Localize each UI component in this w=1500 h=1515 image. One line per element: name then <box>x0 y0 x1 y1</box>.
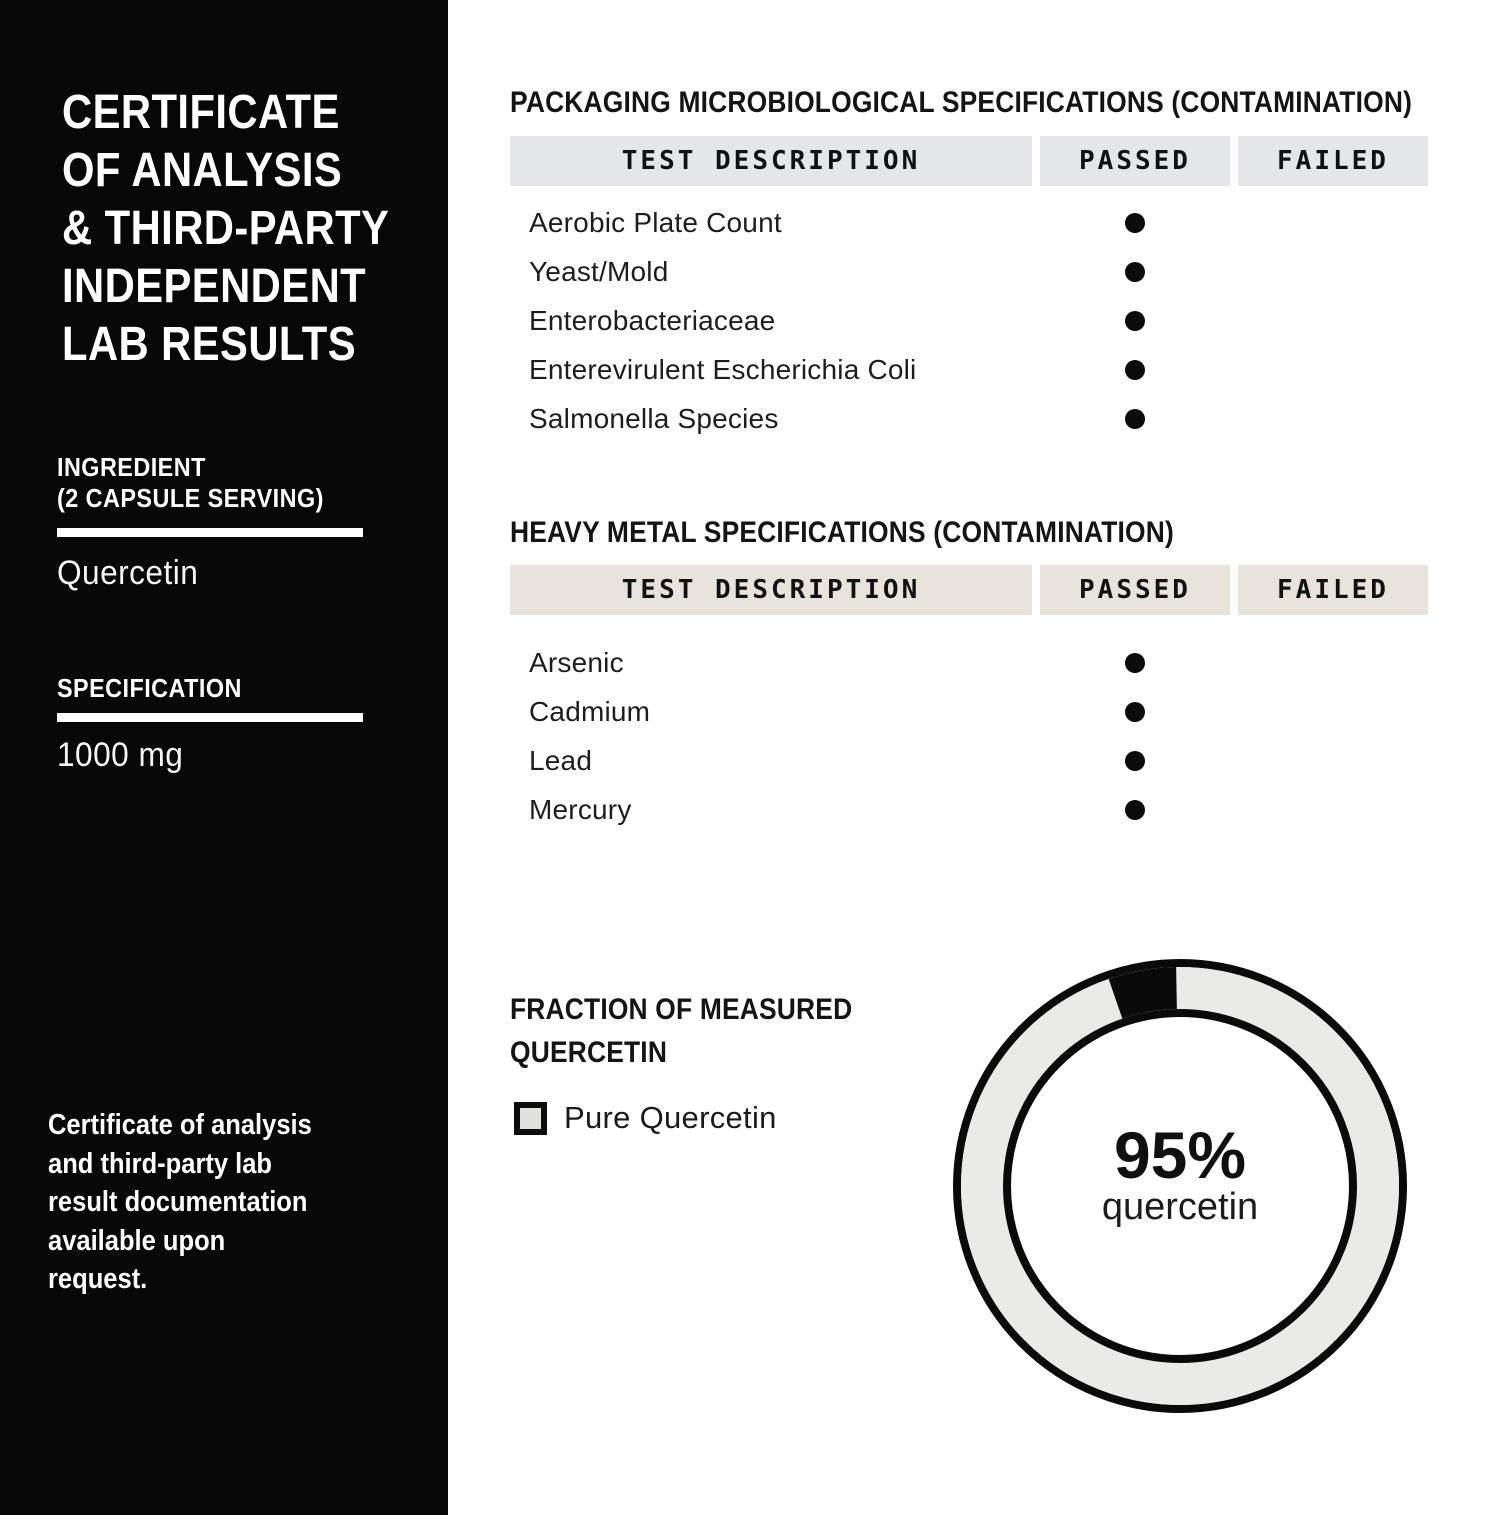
fraction-section-heading <box>510 988 852 1074</box>
legend-swatch <box>514 1102 547 1135</box>
heavy-metal-col-test-description: TEST DESCRIPTION <box>510 565 1032 615</box>
passed-dot <box>1125 800 1145 820</box>
sidebar-title-line: INDEPENDENT <box>62 260 367 313</box>
test-description: Mercury <box>529 793 632 825</box>
micro-section-heading: PACKAGING MICROBIOLOGICAL SPECIFICATIONS (CONTAMINATION) <box>510 86 1413 119</box>
table-row <box>510 736 1428 785</box>
passed-cell <box>1040 311 1230 331</box>
sidebar-title-line: OF ANALYSIS <box>62 144 343 197</box>
micro-col-passed: PASSED <box>1040 136 1230 186</box>
fraction-heading-line: FRACTION OF MEASURED <box>510 993 853 1026</box>
passed-dot <box>1125 213 1145 233</box>
passed-cell <box>1040 751 1230 771</box>
passed-cell <box>1040 800 1230 820</box>
test-description: Cadmium <box>529 695 651 727</box>
passed-cell <box>1040 262 1230 282</box>
failed-cell <box>1238 262 1428 282</box>
failed-cell <box>1238 702 1428 722</box>
table-row <box>510 247 1428 296</box>
passed-dot <box>1125 653 1145 673</box>
heavy-metal-section-heading: HEAVY METAL SPECIFICATIONS (CONTAMINATION) <box>510 516 1174 549</box>
table-row <box>510 638 1428 687</box>
failed-cell <box>1238 311 1428 331</box>
passed-cell <box>1040 360 1230 380</box>
micro-table-rows <box>510 198 1428 443</box>
passed-dot <box>1125 702 1145 722</box>
failed-cell <box>1238 213 1428 233</box>
test-description: Aerobic Plate Count <box>529 206 782 238</box>
sidebar-title-line: CERTIFICATE <box>62 86 340 139</box>
failed-cell <box>1238 751 1428 771</box>
failed-cell <box>1238 409 1428 429</box>
ingredient-label <box>57 452 324 514</box>
table-row <box>510 296 1428 345</box>
table-row <box>510 687 1428 736</box>
passed-dot <box>1125 262 1145 282</box>
passed-cell <box>1040 213 1230 233</box>
micro-col-test-description: TEST DESCRIPTION <box>510 136 1032 186</box>
donut-center-sublabel: quercetin <box>1101 1186 1259 1228</box>
donut-center-value: 95% <box>1113 1118 1247 1192</box>
sidebar-title <box>62 84 389 374</box>
availability-note-line: and third-party lab <box>48 1147 273 1180</box>
micro-table-header <box>510 136 1428 186</box>
availability-note-line: request. <box>48 1263 148 1295</box>
table-row <box>510 198 1428 247</box>
passed-dot <box>1125 409 1145 429</box>
availability-note-line: Certificate of analysis <box>48 1109 312 1141</box>
ingredient-value: Quercetin <box>57 554 199 592</box>
passed-dot <box>1125 311 1145 331</box>
table-row <box>510 345 1428 394</box>
test-description: Enterevirulent Escherichia Coli <box>529 353 917 385</box>
ingredient-divider <box>57 528 363 537</box>
specification-label: SPECIFICATION <box>57 673 242 703</box>
test-description: Arsenic <box>529 646 624 678</box>
test-description: Lead <box>529 744 593 776</box>
ingredient-label-line: (2 CAPSULE SERVING) <box>57 483 324 513</box>
micro-col-failed: FAILED <box>1238 136 1428 186</box>
passed-cell <box>1040 653 1230 673</box>
heavy-metal-table-rows <box>510 638 1428 834</box>
sidebar <box>0 0 448 1515</box>
sidebar-title-line: LAB RESULTS <box>62 318 357 371</box>
failed-cell <box>1238 360 1428 380</box>
heavy-metal-col-failed: FAILED <box>1238 565 1428 615</box>
ingredient-label-line: INGREDIENT <box>57 452 206 482</box>
availability-note-line: result documentation <box>48 1186 308 1218</box>
passed-dot <box>1125 360 1145 380</box>
donut-legend <box>514 1100 777 1136</box>
test-description: Enterobacteriaceae <box>529 304 776 336</box>
failed-cell <box>1238 653 1428 673</box>
passed-dot <box>1125 751 1145 771</box>
sidebar-title-line: & THIRD-PARTY <box>62 202 390 255</box>
passed-cell <box>1040 702 1230 722</box>
heavy-metal-col-passed: PASSED <box>1040 565 1230 615</box>
passed-cell <box>1040 409 1230 429</box>
failed-cell <box>1238 800 1428 820</box>
legend-label: Pure Quercetin <box>564 1100 777 1135</box>
test-description: Salmonella Species <box>529 402 779 434</box>
table-row <box>510 394 1428 443</box>
availability-note <box>48 1106 312 1299</box>
table-row <box>510 785 1428 834</box>
test-description: Yeast/Mold <box>529 255 669 287</box>
specification-divider <box>57 713 363 722</box>
heavy-metal-table-header <box>510 565 1428 615</box>
specification-value: 1000 mg <box>57 736 184 774</box>
availability-note-line: available upon <box>48 1224 226 1257</box>
purity-donut <box>950 956 1410 1416</box>
fraction-heading-line: QUERCETIN <box>510 1036 668 1069</box>
